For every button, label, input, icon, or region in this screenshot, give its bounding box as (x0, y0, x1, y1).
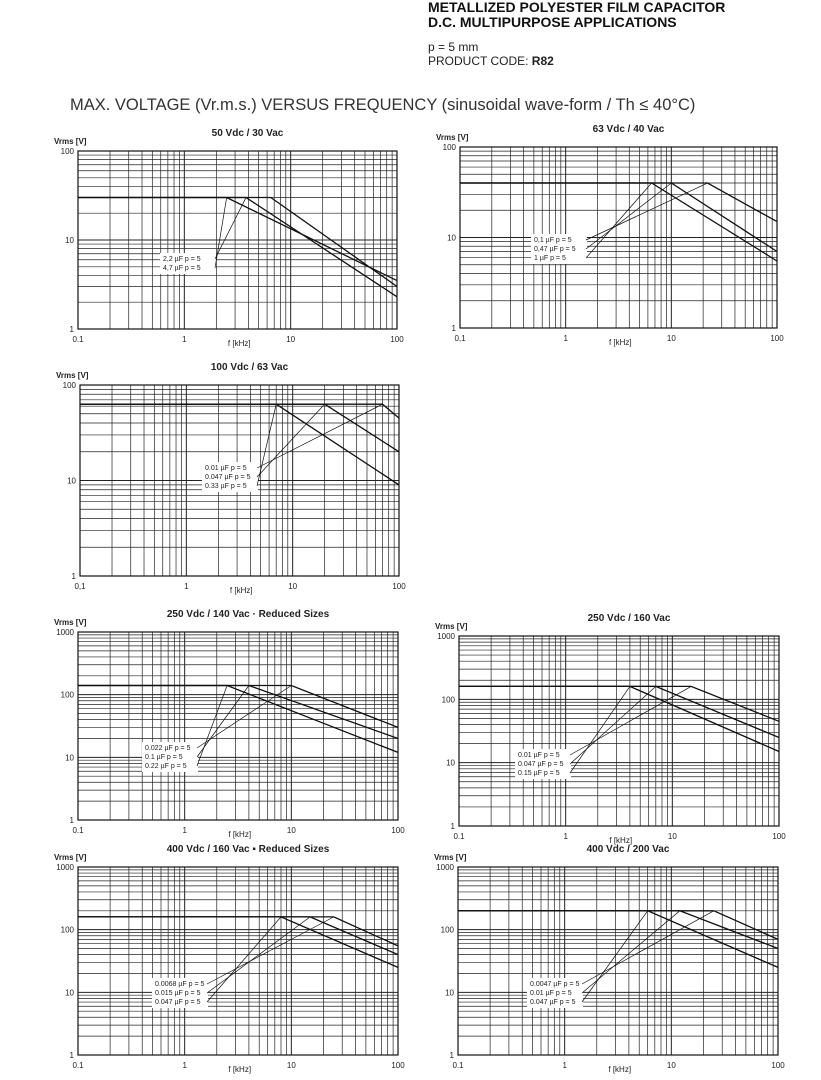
series-label: 2,2 µF p = 5 (163, 256, 201, 263)
chart-title: 63 Vdc / 40 Vac (592, 124, 665, 135)
y-tick-label: 100 (60, 690, 74, 700)
chart-7 (434, 844, 785, 1074)
y-tick-label: 10 (65, 988, 74, 998)
y-axis-label: Vrms [V] (54, 137, 87, 146)
leader-line (257, 404, 325, 477)
series-label: 0.015 µF p = 5 (155, 990, 201, 997)
series-label: 0.01 µF p = 5 (518, 752, 560, 759)
product-code-value: R82 (531, 54, 554, 68)
series-label: 0.33 µF p = 5 (205, 483, 247, 490)
series-line (78, 686, 398, 739)
y-tick-label: 100 (442, 143, 456, 152)
pitch-label: p = 5 mm (428, 40, 479, 54)
y-tick-label: 1 (69, 325, 74, 334)
x-tick-label: 100 (771, 1061, 785, 1070)
chart-4 (54, 609, 405, 839)
y-tick-label: 1 (450, 822, 455, 831)
x-tick-label: 0.1 (453, 832, 465, 841)
series-line (78, 198, 397, 287)
leader-line (257, 404, 276, 486)
y-tick-label: 1000 (56, 863, 74, 872)
y-axis-label: Vrms [V] (54, 618, 87, 627)
series-label: 0.01 µF p = 5 (205, 465, 247, 472)
x-tick-label: 1 (563, 334, 568, 343)
x-tick-label: 0,1 (74, 582, 86, 591)
series-line (458, 911, 778, 940)
y-axis-label: Vrms [V] (434, 853, 467, 862)
main-title: MAX. VOLTAGE (Vr.m.s.) VERSUS FREQUENCY (sinusoidal wave-form / Th ≤ 40°C) (70, 96, 696, 114)
y-tick-label: 10 (445, 988, 454, 998)
y-tick-label: 1000 (436, 863, 454, 872)
series-line (80, 404, 399, 452)
chart-2 (436, 124, 784, 347)
series-line (460, 183, 777, 252)
plot-frame (458, 867, 778, 1055)
chart-title: 400 Vdc / 200 Vac (586, 844, 670, 855)
chart-title: 400 Vdc / 160 Vac ▪ Reduced Sizes (166, 844, 330, 855)
chart-grid (458, 867, 778, 1055)
leader-line (586, 183, 708, 240)
y-tick-label: 100 (62, 381, 76, 390)
chart-3 (56, 362, 406, 595)
chart-5 (435, 613, 786, 845)
x-tick-label: 1 (563, 832, 568, 841)
leader-line (215, 198, 246, 259)
x-tick-label: 100 (391, 1061, 405, 1070)
chart-grid (78, 151, 397, 329)
chart-title: 250 Vdc / 160 Vac (587, 613, 671, 624)
leader-line (570, 686, 656, 764)
series-label: 0,47 µF p = 5 (534, 246, 576, 253)
series-line (78, 198, 397, 297)
y-axis-label: Vrms [V] (436, 133, 469, 142)
series-label: 0.1 µF p = 5 (145, 754, 183, 761)
x-axis-label: f [kHz] (228, 1065, 252, 1074)
chart-title: 50 Vdc / 30 Vac (211, 128, 284, 139)
y-axis-label: Vrms [V] (54, 853, 87, 862)
series-line (459, 686, 779, 751)
y-tick-label: 100 (440, 925, 454, 935)
series-label: 4,7 µF p = 5 (163, 265, 201, 272)
series-label: 0.0068 µF p = 5 (155, 981, 205, 988)
x-tick-label: 1 (562, 1061, 567, 1070)
series-label: 0.22 µF p = 5 (145, 763, 187, 770)
x-tick-label: 100 (772, 832, 786, 841)
plot-frame (78, 867, 398, 1055)
y-axis-label: Vrms [V] (56, 371, 89, 380)
series-label: 0.15 µF p = 5 (518, 770, 560, 777)
x-tick-label: 0.1 (72, 1061, 84, 1070)
x-axis-label: f [kHz] (609, 836, 633, 845)
chart-title: 250 Vdc / 140 Vac · Reduced Sizes (166, 609, 330, 620)
product-code-label: PRODUCT CODE: (428, 54, 529, 68)
leader-line (207, 917, 334, 984)
x-tick-label: 1 (182, 826, 187, 835)
y-tick-label: 1000 (56, 628, 74, 637)
series-label: 0.0047 µF p = 5 (530, 981, 580, 988)
y-tick-label: 10 (447, 233, 456, 243)
series-label: 0,1 µF p = 5 (534, 237, 572, 244)
x-axis-label: f [kHz] (608, 338, 632, 347)
series-label: 1 µF p = 5 (534, 255, 566, 262)
leader-line (570, 686, 691, 755)
x-tick-label: 10 (666, 334, 676, 343)
y-tick-label: 100 (60, 925, 74, 935)
y-tick-label: 10 (65, 236, 74, 245)
series-label: 0.022 µF p = 5 (145, 745, 191, 752)
y-tick-label: 10 (65, 753, 74, 763)
series-line (459, 686, 779, 721)
x-tick-label: 100 (770, 334, 784, 343)
y-tick-label: 1 (69, 1051, 74, 1060)
x-axis-label: f [kHz] (228, 830, 252, 839)
series-line (78, 686, 398, 753)
chart-grid (460, 147, 777, 328)
chart-1 (54, 128, 404, 348)
x-tick-label: 1 (182, 335, 187, 344)
x-tick-label: 100 (392, 582, 406, 591)
x-tick-label: 100 (391, 826, 405, 835)
leader-line (215, 198, 227, 268)
x-tick-label: 0.1 (72, 335, 84, 344)
y-axis-label: Vrms [V] (435, 622, 468, 631)
series-label: 0.047 µF p = 5 (530, 999, 576, 1006)
y-tick-label: 10 (67, 476, 76, 486)
series-line (78, 917, 398, 946)
series-line (78, 198, 397, 281)
document-title-line2: D.C. MULTIPURPOSE APPLICATIONS (428, 14, 677, 30)
x-tick-label: 10 (666, 1061, 676, 1070)
y-tick-label: 10 (446, 758, 455, 768)
series-label: 0.047 µF p = 5 (155, 999, 201, 1006)
x-tick-label: 10 (667, 832, 677, 841)
chart-title: 100 Vdc / 63 Vac (210, 362, 289, 373)
leader-line (586, 183, 671, 249)
chart-grid (78, 867, 398, 1055)
y-tick-label: 1 (71, 572, 76, 581)
leader-line (582, 911, 648, 1002)
y-tick-label: 1 (69, 816, 74, 825)
y-tick-label: 1000 (437, 632, 455, 641)
x-tick-label: 0.1 (72, 826, 84, 835)
series-line (460, 183, 777, 222)
chart-6 (54, 844, 405, 1074)
x-tick-label: 1 (184, 582, 189, 591)
x-tick-label: 10 (286, 826, 296, 835)
x-tick-label: 1 (182, 1061, 187, 1070)
x-axis-label: f [kHz] (229, 586, 253, 595)
series-label: 0.047 µF p = 5 (518, 761, 564, 768)
x-axis-label: f [kHz] (227, 339, 251, 348)
y-tick-label: 1 (449, 1051, 454, 1060)
x-tick-label: 10 (286, 335, 296, 344)
x-tick-label: 0,1 (454, 334, 466, 343)
series-label: 0.01 µF p = 5 (530, 990, 572, 997)
plot-frame (78, 632, 398, 820)
series-label: 0.047 µF p = 5 (205, 474, 251, 481)
x-tick-label: 10 (286, 1061, 296, 1070)
document-title-line1: METALLIZED POLYESTER FILM CAPACITOR (428, 0, 726, 15)
y-tick-label: 100 (60, 147, 74, 156)
x-tick-label: 0.1 (452, 1061, 464, 1070)
x-axis-label: f [kHz] (608, 1065, 632, 1074)
y-tick-label: 100 (441, 695, 455, 705)
x-tick-label: 100 (390, 335, 404, 344)
y-tick-label: 1 (451, 324, 456, 333)
chart-grid (78, 632, 398, 820)
x-tick-label: 10 (288, 582, 298, 591)
